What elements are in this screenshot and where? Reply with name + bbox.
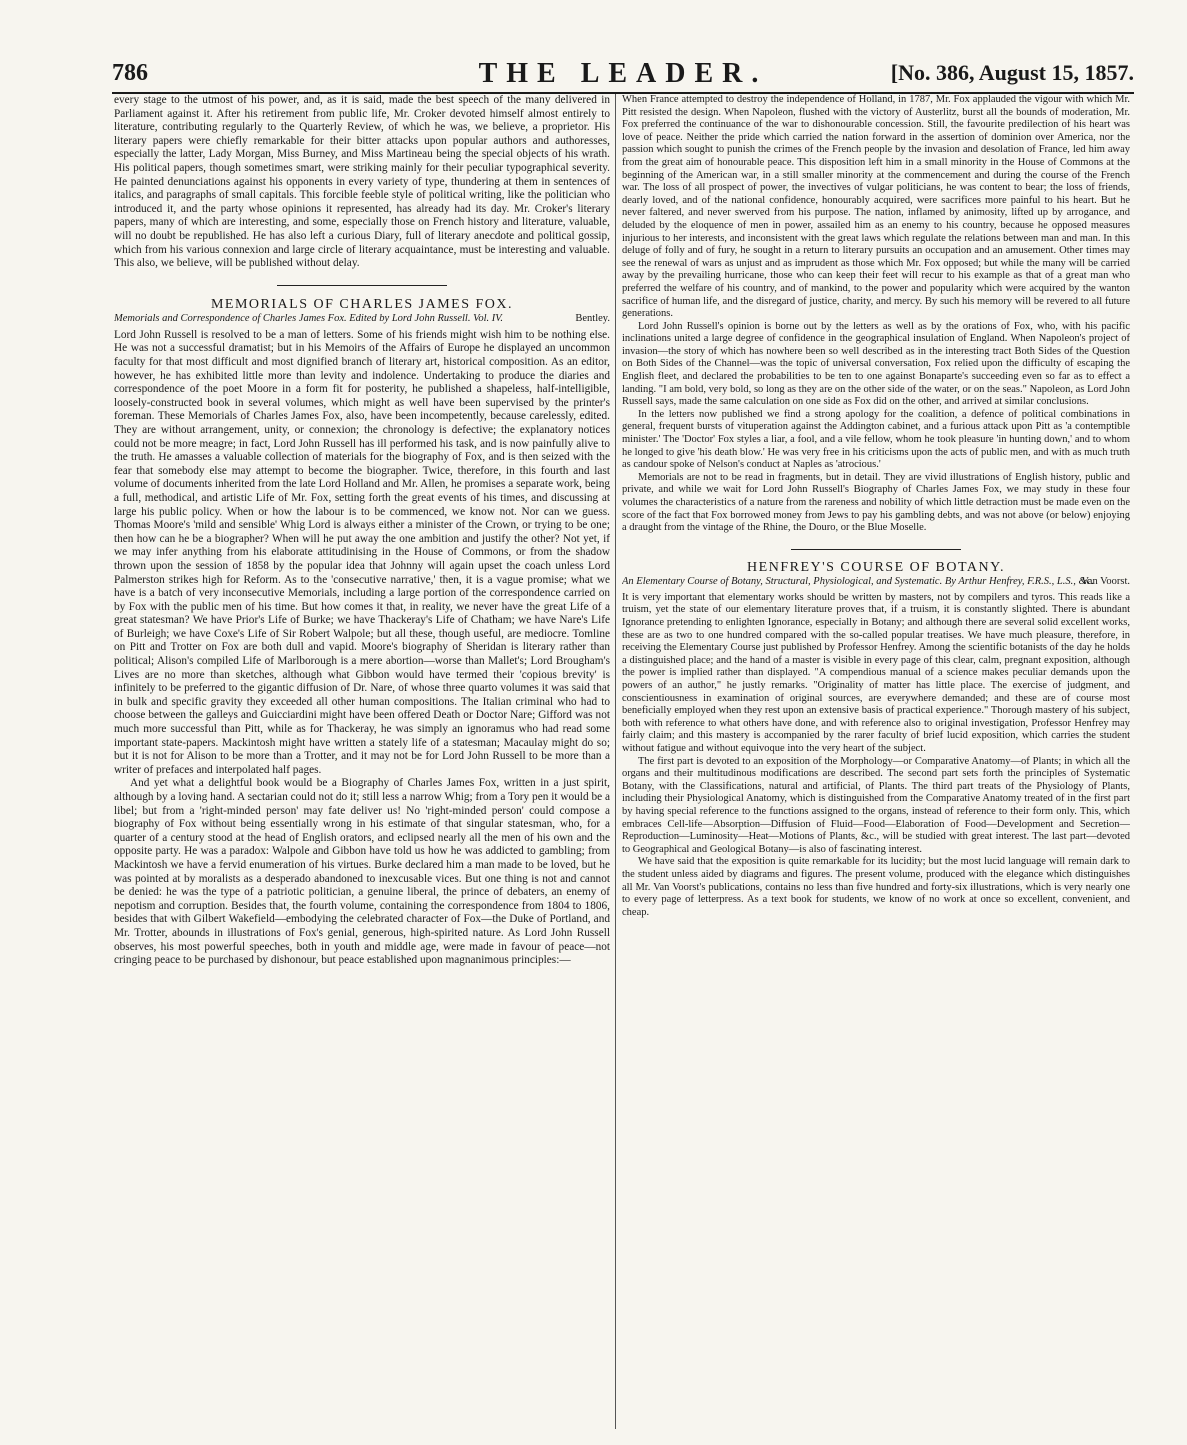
issue-date: [No. 386, August 15, 1857.: [890, 60, 1134, 85]
fox-paragraph-3: Lord John Russell's opinion is borne out by the letters as well as by the orations of Fox, who, with his pacific inclinations united a large degree of confidence in the geographical insulation of England. When Napoleon's project of invasion—the story of which has nowhere been so well described as in the interesting tract Both Sides of the Question on Both Sides of the Channel—was the topic of universal conversation, Fox relied upon the difficulty of escaping the English fleet, and declared the probabilities to be ten to one against Bonaparte's succeeding even so far as to effect a landing. "I am bold, very bold, so long as they are on the other side of the water, or on the seas." Napoleon, as Lord John Russell says, made the same calculation on one side as Fox did on the other, and arrived at similar conclusions.: [622, 320, 1130, 408]
quoted-extract: When France attempted to destroy the independence of Holland, in 1787, Mr. Fox applauded the vigour with which Mr. Pitt resisted the design. When Napoleon, flushed with the victory of Austerlitz, burst all the bounds of moderation, Mr. Fox preferred the continuance of the war to dishonourable concession. Still, the favourite predilection of his heart was love of peace. Neither the pride which carried the nation forward in the assertion of dominion over America, nor the passion which sought to punish the crimes of the French people by the invasion and desolation of France, led him away from the great aim of honourable peace. This disposition left him in a small minority in the House of Commons at the beginning of the American war, in a still smaller minority at the commencement and during the course of the French war. The loss of all prospect of power, the invectives of vulgar politicians, he was content to bear; the loss of friends, dearly loved, and of the national confidence, honourably acquired, were sacrifices more painful to his heart. But he never faltered, and never swerved from his purpose. The nation, inflamed by animosity, lifted up by arrogance, and deluded by the eloquence of men in power, assailed him as an enemy to his country, because he opposed measures injurious to her interests, and inconsistent with the great laws which regulate the relations between man and man. In this deluge of folly and of fury, he sought in a return to literary pursuits an occupation and an amusement. Other times may see the renewal of wars as unjust and as imprudent as those which Mr. Fox opposed; but while the many will be carried away by the prevailing hurricane, those who can keep their feet will recur to his example as that of a great man who preferred the welfare of his country, and of mankind, to the power and popularity which were acquired by the wanton sacrifice of human life, and the disregard of justice, charity, and mercy. By such his memory will be revered to all future generations.: [622, 94, 1130, 320]
review-subtitle-botany: [622, 576, 1130, 589]
column-divider: [615, 94, 616, 1429]
page-header: [112, 56, 1134, 94]
botany-paragraph-3: We have said that the exposition is quite remarkable for its lucidity; but the most lucid language will remain dark to the student unless aided by diagrams and figures. The present volume, produced with the elegance which distinguishes all Mr. Van Voorst's publications, contains no less than five hundred and forty-six illustrations, which is very nearly one to every page of letterpress. As a text book for students, we know of no work at once so excellent, convenient, and cheap.: [622, 856, 1130, 918]
right-column: [622, 94, 1130, 1424]
fox-paragraph-1: Lord John Russell is resolved to be a man of letters. Some of his friends might wish him to be nothing else. He was not a successful dramatist; but in his Memoirs of the Affairs of Europe he displayed an uncommon faculty for that most difficult and most dignified branch of literary art, historical composition. As an editor, however, he has exhibited little more than levity and indolence. Undertaking to produce the diaries and correspondence of the poet Moore in a form fit for posterity, he published a shapeless, half-intelligible, loosely-constructed book in several volumes, which might as well have been supervised by the printer's foreman. These Memorials of Charles James Fox, also, have been incompetently, because carelessly, edited. They are without arrangement, unity, or connexion; the chronology is defective; the explanatory notices could not be more meagre; in fact, Lord John Russell has ill performed his task, and is now painfully alive to the truth. He amasses a valuable collection of materials for the biography of Fox, and is then seized with the fear that somebody else may attempt to become the biographer. Twice, therefore, in this fourth and last volume of documents inherited from the late Lord Holland and Mr. Allen, he promises a separate work, being a full, methodical, and artistic Life of Mr. Fox, setting forth the great events of his times, and discussing at large his public policy. When or how the labour is to be commenced, we know not. Nor can we guess. Thomas Moore's 'mild and sensible' Whig Lord is always either a minister of the Crown, or trying to be one; then how can he be a biographer? When will he put away the one ambition and justify the other? Not yet, if we may infer anything from his elaborate attitudinising in the House of Commons, or from the shadow thrown upon the session of 1858 by the popular idea that Johnny will again upset the coach unless Lord Palmerston strikes high for Reform. As to the 'consecutive narrative,' then, it is a vague promise; what we have is a batch of very inconsecutive Memorials, including a large portion of the correspondence carried on by Fox with the public men of his time. But how comes it that, in reality, we never have the great Life of a great statesman? We have Prior's Life of Burke; we have Thackeray's Life of Chatham; we have Nare's Life of Burleigh; we have Coxe's Life of Sir Robert Walpole; but all these, though useful, are mediocre. Tomline on Pitt and Trotter on Fox are both dull and vapid. Moore's biography of Sheridan is literary rather than political; Alison's compiled Life of Marlborough is a mere abortion—worse than Mallet's; Lord Brougham's Lives are no more than sketches, although what Gibbon would have termed their 'copious brevity' is infinitely to be preferred to the gigantic diffusion of Dr. Nare, of whose three quarto volumes it was said that in bulk and specific gravity they exceeded all other human compositions. The Italian criminal who had to choose between the galleys and Guicciardini might have been offered Death or Doctor Nare; Gifford was not much more successful than Pitt, while as for Thackeray, he was simply an ignoramus who had read some important state-papers. Mackintosh might have written a stately life of a statesman; Macaulay might do so; but it is not for Alison to be more than a Trotter, and it may not be for Lord John Russell to be more than a writer of prefaces and interpolated half pages.: [114, 328, 610, 776]
review-title-botany: HENFREY'S COURSE OF BOTANY.: [747, 559, 1005, 575]
fox-paragraph-2: And yet what a delightful book would be a Biography of Charles James Fox, written in a just spirit, although by a loving hand. A sectarian could not do it; still less a narrow Whig; from a Tory pen it would be a libel; but from a 'right-minded person' may fate deliver us! No 'right-minded person' could compose a biography of Fox without being essentially wrong in his estimate of that singular statesman, who, for a quarter of a century stood at the head of English orators, and eclipsed nearly all the men of his own and the opposite party. He was a paradox: Walpole and Gibbon have told us how he was addicted to gambling; from Mackintosh we have a fervid enumeration of his virtues. Burke declared him a man made to be loved, but he was pointed at by moralists as a desperado abandoned to inexcusable vices. But one thing is not and cannot be denied: he was the type of a patriotic politician, a genuine liberal, the prince of debaters, an enemy of nepotism and corruption. Besides that, the fourth volume, containing the correspondence from 1804 to 1806, besides that with Gilbert Wakefield—embodying the celebrated character of Fox—the Duke of Portland, and Mr. Trotter, abounds in illustrations of Fox's genial, generous, high-spirited nature. As Lord John Russell observes, his most powerful speeches, both in youth and middle age, were made in favour of peace—not cringing peace to be purchased by dishonour, but peace established upon magnanimous principles:—: [114, 777, 610, 967]
left-column: [114, 94, 610, 1424]
fox-paragraph-5: Memorials are not to be read in fragments, but in detail. They are vivid illustrations of English history, public and private, and while we wait for Lord John Russell's Biography of Charles James Fox, we may study in these four volumes the characteristics of a nature from the rareness and nobility of which little detraction must be made even on the score of the fact that Fox borrowed money from Jews to pay his gambling debts, and was not above (or below) enjoying a draught from the vintage of the Rhine, the Douro, or the Blue Moselle.: [622, 471, 1130, 534]
publisher-label: Bentley.: [575, 313, 610, 325]
newspaper-title: THE LEADER.: [478, 58, 768, 89]
botany-paragraph-1: It is very important that elementary works should be written by masters, not by compilers and tyros. This reads like a truism, yet the state of our elementary literature proves that, if a truism, it is constantly slighted. There is abundant Ignorance pretending to enlighten Ignorance, especially in Botany; and although there are several solid excellent works, these are as two to one hundred compared with the so-called popular treatises. We have much pleasure, therefore, in receiving the Elementary Course just published by Professor Henfrey. Among the scientific botanists of the day he holds a distinguished place; and the hand of a master is visible in every page of this clear, calm, pregnant exposition, although the power is implied rather than displayed. "A compendious manual of a science makes peculiar demands upon the powers of an author," he justly remarks. "Originality of matter has little place. The exercise of judgment, and conscientiousness in examination of original sources, are everywhere demanded; and these are of course most beneficially employed when they rest upon an extensive basis of practical experience." Thorough mastery of his subject, both with reference to what others have done, and with reference also to original investigation, Professor Henfrey may fairly claim; and this mastery is accompanied by the rarer faculty of brief lucid exposition, which carries the student without fatigue and without equivoque into the very heart of the subject.: [622, 591, 1130, 754]
page-number: 786: [112, 60, 148, 86]
fox-paragraph-4: In the letters now published we find a strong apology for the coalition, a defence of political combinations in general, frequent bursts of vituperation against the Addington cabinet, and a furious attack upon Pitt as 'a contemptible minister.' The 'Doctor' Fox styles a liar, a fool, and a vile fellow, whom he took pleasure 'in hunting down,' and to whom he longed to give 'his death blow.' He was very free in his criticisms upon the acts of public men, and with as much truth as candour spoke of Nelson's conduct at Naples as 'atrocious.': [622, 408, 1130, 471]
section-rule: [791, 549, 961, 550]
publisher-label: Van Voorst.: [1081, 576, 1130, 588]
review-subtitle-fox: [114, 313, 610, 326]
section-rule: [277, 285, 447, 286]
review-subtitle-text: Memorials and Correspondence of Charles James Fox. Edited by Lord John Russell. Vol. IV.: [114, 313, 503, 325]
croker-paragraph: every stage to the utmost of his power, and, as it is said, made the best speech of the many delivered in Parliament against it. After his retirement from public life, Mr. Croker devoted himself almost entirely to literature, contributing regularly to the Quarterly Review, of which he was, we believe, a proprietor. His literary papers were chiefly remarkable for their bitter attacks upon popular authors and authoresses, especially the latter, Lady Morgan, Miss Burney, and Miss Martineau being the special objects of his wrath. His political papers, though sometimes smart, were striking mainly for their peculiar typographical severity. He painted denunciations against his opponents in every variety of type, thundering at them in sentences of italics, and paragraphs of small capitals. This forcible feeble style of political writing, like the politician who introduced it, and the party whose opinions it represented, has already had its day. Mr. Croker's literary papers, many of which are interesting, and some, especially those on French history and literature, valuable, will no doubt be republished. He has also left a curious Diary, full of literary anecdote and political gossip, which from his various connexion and large circle of literary acquaintance, must be interesting and valuable. This also, we believe, will be published without delay.: [114, 94, 610, 270]
review-subtitle-text: An Elementary Course of Botany, Structural, Physiological, and Systematic. By Arthur Henfrey, F.R.S., L.S., &c.: [622, 576, 1094, 588]
botany-paragraph-2: The first part is devoted to an exposition of the Morphology—or Comparative Anatomy—of Plants; in which all the organs and their multitudinous modifications are described. The second part sets forth the principles of Systematic Botany, with the Classifications, natural and artificial, of Plants. The third part treats of the Physiology of Plants, including their Physiological Anatomy, which is distinguished from the Comparative Anatomy treated of in the first part by having special reference to the functions assigned to the organs, instead of reference to their form only. This, which embraces Cell-life—Absorption—Diffusion of Fluid—Food—Elaboration of Food—Development and Secretion—Reproduction—Luminosity—Heat—Motions of Plants, &c., will be studied with great interest. The last part—devoted to Geographical and Geological Botany—is also of fascinating interest.: [622, 755, 1130, 855]
review-title-fox: MEMORIALS OF CHARLES JAMES FOX.: [210, 296, 514, 312]
